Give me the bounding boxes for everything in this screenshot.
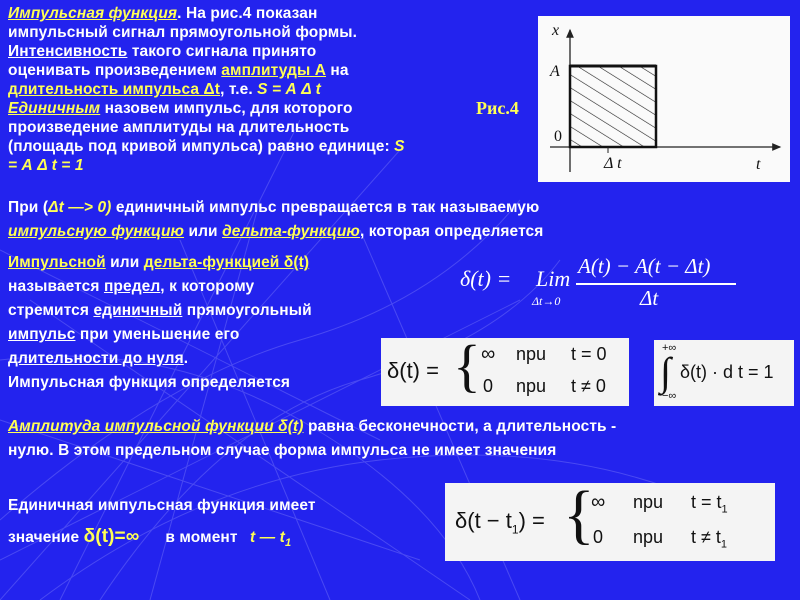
integral-lower: −∞ — [662, 390, 677, 402]
integral-body: δ(t) · d t = 1 — [680, 362, 774, 382]
row2-cond: t ≠ 0 — [571, 376, 606, 396]
text: значение — [8, 529, 84, 546]
definition-paragraph — [8, 251, 428, 395]
formula-limit — [454, 252, 784, 314]
axis-t-label: t — [756, 156, 761, 173]
text: Единичная импульсная функция имеет — [8, 497, 316, 514]
shift-row2-cond — [691, 527, 727, 551]
term-duration: длительность импульса Δt — [8, 81, 221, 98]
text: При ( — [8, 199, 49, 216]
row1-value: ∞ — [481, 343, 496, 365]
shift-row1-cond-text: t = t — [691, 492, 722, 512]
text: стремится — [8, 302, 94, 319]
shift-row1-cond — [691, 492, 728, 516]
pulse-diagram — [538, 16, 790, 182]
formula-limit-denominator: Δt — [640, 286, 659, 310]
symbol-s: S — [394, 138, 405, 155]
text: нулю. В этом предельном случае форма импульса не имеет значения — [8, 442, 557, 459]
formula-delta-cases — [381, 333, 629, 406]
text: равна бесконечности, а длительность - — [303, 418, 617, 435]
term-intensity: Интенсивность — [8, 43, 128, 60]
label-amplitude: A — [550, 63, 560, 80]
term-amplitude-delta: Амплитуда импульсной функции δ(t) — [8, 418, 304, 435]
row2-value: 0 — [483, 376, 494, 396]
term-unit: Единичным — [8, 100, 101, 117]
formula-limit-lim: Lim — [536, 266, 571, 291]
term-unit-single: единичный — [93, 302, 183, 319]
row1-word: npu — [516, 344, 547, 364]
text: при уменьшение его — [75, 326, 240, 343]
formula-limit-sub: Δt→0 — [532, 294, 561, 308]
text: на — [326, 62, 349, 79]
row2-word: npu — [516, 376, 547, 396]
fraction-bar — [576, 283, 736, 285]
text: оценивать произведением — [8, 62, 222, 79]
amplitude-paragraph — [8, 417, 793, 460]
formula-shifted-delta — [445, 478, 775, 561]
text: , которая определяется — [359, 223, 544, 240]
shift-row1-sub: 1 — [721, 503, 728, 516]
limit-condition: Δt —> 0) — [48, 199, 112, 216]
shift-row2-cond-text: t ≠ t — [691, 527, 721, 547]
formula-s: S = А Δ t — [257, 81, 321, 98]
shift-row1-word: npu — [633, 492, 664, 512]
intro-paragraph — [8, 4, 478, 175]
shift-lhs — [455, 508, 545, 536]
axis-x-label: x — [552, 22, 560, 39]
text: в момент — [165, 529, 242, 546]
text: , к которому — [160, 278, 255, 295]
text: или — [105, 254, 144, 271]
text: , т.е. — [220, 81, 258, 98]
integral-upper: +∞ — [662, 342, 677, 354]
text: . — [183, 350, 189, 367]
shift-lhs-text: δ(t − t — [455, 508, 512, 533]
text: называется — [8, 278, 104, 295]
delta-infinity: δ(t)=∞ — [83, 526, 140, 547]
formula-limit-numerator: A(t) − A(t − Δt) — [578, 254, 711, 278]
term-impulsnoy: Импульсной — [8, 254, 106, 271]
text: прямоугольный — [182, 302, 312, 319]
figure-pulse — [538, 16, 790, 182]
label-delta-t: Δ t — [604, 155, 622, 172]
text: произведение амплитуды на длительность — [8, 119, 350, 136]
unit-value-paragraph — [8, 496, 428, 553]
integral-sign: ∫ — [660, 349, 671, 394]
text: импульсный сигнал прямоугольной формы. — [8, 24, 358, 41]
text: единичный импульс превращается в так называемую — [111, 199, 540, 216]
formula-limit-lhs: δ(t) = — [460, 266, 512, 291]
text: Импульсная функция определяется — [8, 374, 291, 391]
shift-row2-value: 0 — [593, 527, 604, 547]
text: или — [184, 223, 223, 240]
time-moment: t — t — [250, 529, 285, 546]
text: назовем импульс, для которого — [100, 100, 353, 117]
figure-caption: Рис.4 — [476, 98, 519, 118]
term-impulse-fn: импульсную функцию — [8, 223, 185, 240]
pulse-rectangle — [570, 66, 656, 147]
text: (площадь под кривой импульса) равно единице: — [8, 138, 395, 155]
delta-lhs: δ(t) = — [387, 358, 439, 383]
limit-paragraph — [8, 198, 788, 241]
term-delta-fn: дельта-функцию — [222, 223, 360, 240]
term-zero-duration: длительности до нуля — [8, 350, 184, 367]
shift-row2-word: npu — [633, 527, 664, 547]
formula-unit-area: = А Δ t = 1 — [8, 157, 84, 174]
brace: { — [563, 478, 595, 551]
shift-lhs-sub: 1 — [511, 522, 519, 537]
text: такого сигнала принято — [127, 43, 317, 60]
term-delta-function: дельта-функцией δ(t) — [143, 254, 310, 271]
text: . На рис.4 показан — [177, 5, 318, 22]
time-subscript: 1 — [284, 537, 292, 550]
term-limit: предел — [103, 278, 161, 295]
shift-lhs-close: ) = — [518, 508, 545, 533]
term-impulse-function: Импульсная функция — [8, 5, 178, 22]
term-amplitude: амплитуды А — [221, 62, 327, 79]
shift-row2-sub: 1 — [720, 538, 728, 551]
brace: { — [453, 333, 481, 398]
term-pulse: импульс — [8, 326, 76, 343]
formula-integral — [654, 340, 794, 406]
label-zero: 0 — [554, 128, 562, 145]
row1-cond: t = 0 — [571, 344, 607, 364]
shift-row1-value: ∞ — [591, 491, 606, 513]
